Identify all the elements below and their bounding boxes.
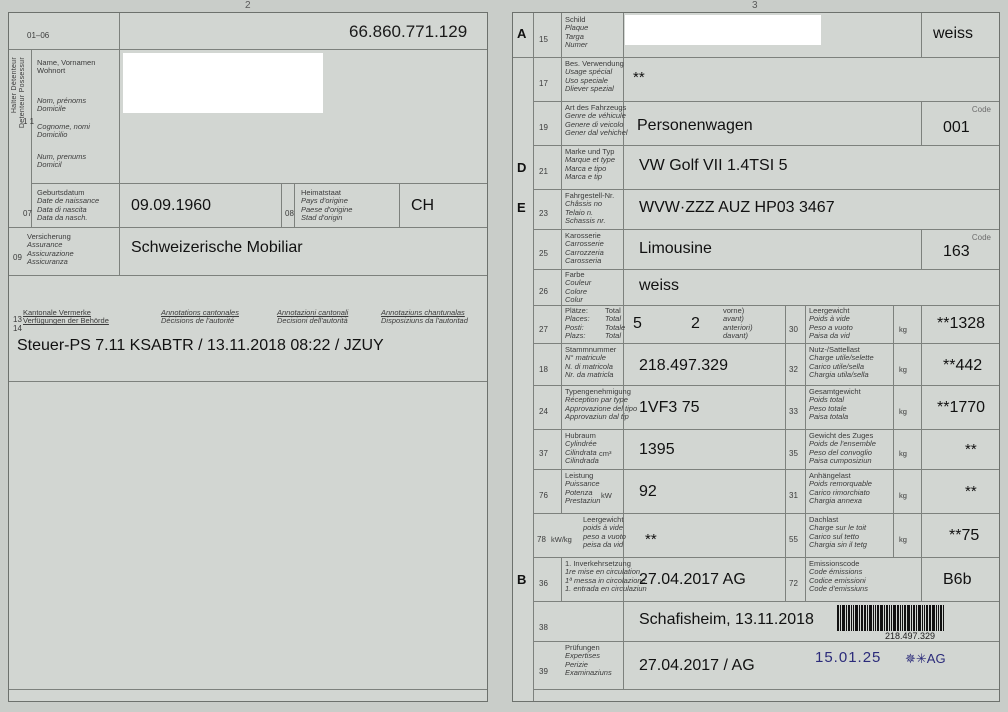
left-panel xyxy=(8,12,488,702)
name-labels-it: Cognome, nomi Domicilio xyxy=(37,122,90,140)
trailer-load-unit: kg xyxy=(899,491,907,500)
kerb-weight-field-number: 30 xyxy=(789,325,798,334)
roof-load-value: **75 xyxy=(949,527,980,544)
first-registration-value: 27.04.2017 AG xyxy=(639,571,746,588)
vehicle-kind-field-number: 19 xyxy=(539,123,548,132)
power-labels: Leistung Puissance Potenza Prestaziun xyxy=(565,471,601,506)
type-approval-field-number: 24 xyxy=(539,407,548,416)
make-value: VW Golf VII 1.4TSI 5 xyxy=(639,157,788,174)
birth-date-value: 09.09.1960 xyxy=(131,197,212,214)
kerb-weight-labels: Leergewicht Poids à vide Peso a vuoto Paisa da vid xyxy=(809,306,853,341)
kw-kg-labels: Leergewicht poids à vide peso a vuoto peisa da vid xyxy=(583,515,626,550)
power-value: 92 xyxy=(639,483,657,500)
holder-vertical-label: Halter Détenteur xyxy=(11,57,18,114)
field-01-06-label: 01–06 xyxy=(27,31,50,40)
barcode xyxy=(837,605,987,631)
right-panel xyxy=(512,12,1000,702)
body-labels: Karosserie Carrosserie Carrozzeria Carosseria xyxy=(565,231,604,266)
field-number-11: 1 1 xyxy=(23,117,35,126)
inspection-stamp-mark: ✵✳AG xyxy=(905,651,946,666)
seats-front-value: 2 xyxy=(691,315,700,332)
column-number-left: 2 xyxy=(245,0,251,11)
special-use-field-number: 17 xyxy=(539,79,548,88)
document-number: 66.860.771.129 xyxy=(349,22,468,41)
kw-kg-field-number: 78 xyxy=(537,535,546,544)
roof-load-labels: Dachlast Charge sur le toit Carico sul tetto Chargia sin il tetg xyxy=(809,515,867,550)
type-approval-value: 1VF3 75 xyxy=(639,399,700,416)
remarks-label-rm: Annotaziuns chantunalas Disposiziuns da l'autoritad xyxy=(381,308,468,326)
inspection-labels: Prüfungen Expertises Perizie Examinaziuns xyxy=(565,643,612,678)
name-labels: Name, Vornamen Wohnort xyxy=(37,58,96,76)
colour-labels: Farbe Couleur Colore Colur xyxy=(565,270,592,305)
kerb-weight-value: **1328 xyxy=(937,315,986,332)
vehicle-kind-code-value: 001 xyxy=(943,119,970,136)
matricule-field-number: 18 xyxy=(539,365,548,374)
payload-field-number: 32 xyxy=(789,365,798,374)
train-weight-field-number: 35 xyxy=(789,449,798,458)
insurance-value: Schweizerische Mobiliar xyxy=(131,239,303,256)
emission-code-field-number: 72 xyxy=(789,579,798,588)
kw-kg-unit: kW/kg xyxy=(551,535,572,544)
place-date-value: Schafisheim, 13.11.2018 xyxy=(639,611,814,628)
inspection-field-number: 39 xyxy=(539,667,548,676)
displacement-value: 1395 xyxy=(639,441,675,458)
seats-front-labels: vorne) avant) anteriori) davant) xyxy=(723,306,753,341)
origin-value: CH xyxy=(411,197,435,214)
trailer-load-labels: Anhängelast Poids remorquable Carico rimorchiato Chargia annexa xyxy=(809,471,872,506)
colour-value: weiss xyxy=(639,277,680,294)
remarks-field-number-14: 14 xyxy=(13,324,22,333)
origin-field-number: 08 xyxy=(285,209,294,218)
roof-load-field-number: 55 xyxy=(789,535,798,544)
barcode-number: 218.497.329 xyxy=(885,631,936,641)
plate-letter: A xyxy=(517,26,527,41)
seats-total-value: 5 xyxy=(633,315,642,332)
displacement-field-number: 37 xyxy=(539,449,548,458)
special-use-labels: Bes. Verwendung Usage spécial Uso speciale Dliever spezial xyxy=(565,59,624,94)
power-unit: kW xyxy=(601,491,612,500)
seats-total-labels: Total Total Totale Total xyxy=(605,306,626,341)
birth-field-number: 07 xyxy=(23,209,32,218)
colour-field-number: 26 xyxy=(539,287,548,296)
seats-labels: Plätze: Places: Posti: Plazs: xyxy=(565,306,590,341)
insurance-label: Versicherung Assurance Assicurazione Assicuranza xyxy=(27,232,74,267)
redacted-holder-name xyxy=(123,53,323,113)
payload-unit: kg xyxy=(899,365,907,374)
redacted-plate-number xyxy=(625,15,821,45)
body-code-value: 163 xyxy=(943,243,970,260)
plate-labels: Schild Plaque Targa Numer xyxy=(565,15,589,50)
plate-colour-value: weiss xyxy=(933,25,974,42)
kw-kg-value: ** xyxy=(645,531,657,548)
chassis-field-number: 23 xyxy=(539,209,548,218)
seats-field-number: 27 xyxy=(539,325,548,334)
total-weight-unit: kg xyxy=(899,407,907,416)
inspection-value: 27.04.2017 / AG xyxy=(639,657,755,674)
vehicle-kind-code-label: Code xyxy=(971,105,991,114)
train-weight-labels: Gewicht des Zuges Poids de l'ensemble Peso del convoglio Paisa cumposiziun xyxy=(809,431,876,466)
payload-labels: Nutz-/Sattellast Charge utile/selette Carico utile/sella Chargia utila/sella xyxy=(809,345,874,380)
vehicle-kind-value: Personenwagen xyxy=(637,117,753,134)
train-weight-value: ** xyxy=(965,441,977,458)
trailer-load-value: ** xyxy=(965,483,977,500)
payload-value: **442 xyxy=(943,357,983,374)
displacement-labels: Hubraum Cylindrée Cilindrata Cilindrada xyxy=(565,431,599,466)
body-value: Limousine xyxy=(639,240,712,257)
plate-field-number: 15 xyxy=(539,35,548,44)
insurance-field-number: 09 xyxy=(13,253,22,262)
total-weight-labels: Gesamtgewicht Poids total Peso totale Paisa totala xyxy=(809,387,861,422)
special-use-value: ** xyxy=(633,69,645,86)
origin-label: Heimatstaat Pays d'origine Paese d'origine Stad d'origin xyxy=(301,188,353,223)
holder-vertical-label-2: Detenteur Possessur xyxy=(19,57,26,129)
body-code-label: Code xyxy=(971,233,991,242)
power-field-number: 76 xyxy=(539,491,548,500)
matricule-labels: Stammnummer N° matricule N. di matricola Nr. da matricla xyxy=(565,345,617,380)
chassis-value: WVW·ZZZ AUZ HP03 3467 xyxy=(639,199,835,216)
make-labels: Marke und Typ Marque et type Marca e tipo Marca e tip xyxy=(565,147,616,182)
vehicle-kind-labels: Art des Fahrzeugs Genre de véhicule Genere di veicolo Gener dal vehichel xyxy=(565,103,628,138)
remarks-field-number-13: 13 xyxy=(13,315,22,324)
name-labels-rm: Num, prenums Domicil xyxy=(37,152,87,170)
remarks-label-de: Kantonale Vermerke Verfügungen der Behörde xyxy=(23,308,109,326)
place-date-field-number: 38 xyxy=(539,623,548,632)
body-field-number: 25 xyxy=(539,249,548,258)
matricule-value: 218.497.329 xyxy=(639,357,728,374)
chassis-letter: E xyxy=(517,200,526,215)
total-weight-value: **1770 xyxy=(937,399,986,416)
emission-code-labels: Emissionscode Code émissions Codice emissioni Code d'emissiuns xyxy=(809,559,868,594)
displacement-unit: cm³ xyxy=(599,449,612,458)
make-field-number: 21 xyxy=(539,167,548,176)
column-number-right: 3 xyxy=(752,0,758,11)
trailer-load-field-number: 31 xyxy=(789,491,798,500)
remarks-value: Steuer-PS 7.11 KSABTR / 13.11.2018 08:22 / JZUY xyxy=(17,337,384,354)
kerb-weight-unit: kg xyxy=(899,325,907,334)
type-approval-labels: Typengenehmigung Réception par type Approvazione del tipo Approvaziun dal tip xyxy=(565,387,638,422)
remarks-label-it: Annotazioni cantonali Decisioni dell'autorità xyxy=(277,308,349,326)
inspection-stamp-date: 15.01.25 xyxy=(815,649,882,666)
emission-code-value: B6b xyxy=(943,571,972,588)
roof-load-unit: kg xyxy=(899,535,907,544)
total-weight-field-number: 33 xyxy=(789,407,798,416)
train-weight-unit: kg xyxy=(899,449,907,458)
make-letter: D xyxy=(517,160,527,175)
first-registration-labels: 1. Inverkehrsetzung 1re mise en circulation 1ª messa in circolazione 1. entrada en circulaziun xyxy=(565,559,647,594)
first-registration-field-number: 36 xyxy=(539,579,548,588)
name-labels-fr: Nom, prénoms Domicile xyxy=(37,96,87,114)
birth-date-label: Geburtsdatum Date de naissance Data di nascita Data da nasch. xyxy=(37,188,100,223)
chassis-labels: Fahrgestell-Nr. Châssis no Telaio n. Schassis nr. xyxy=(565,191,615,226)
remarks-label-fr: Annotations cantonales Décisions de l'autorité xyxy=(161,308,239,326)
first-registration-letter: B xyxy=(517,572,527,587)
